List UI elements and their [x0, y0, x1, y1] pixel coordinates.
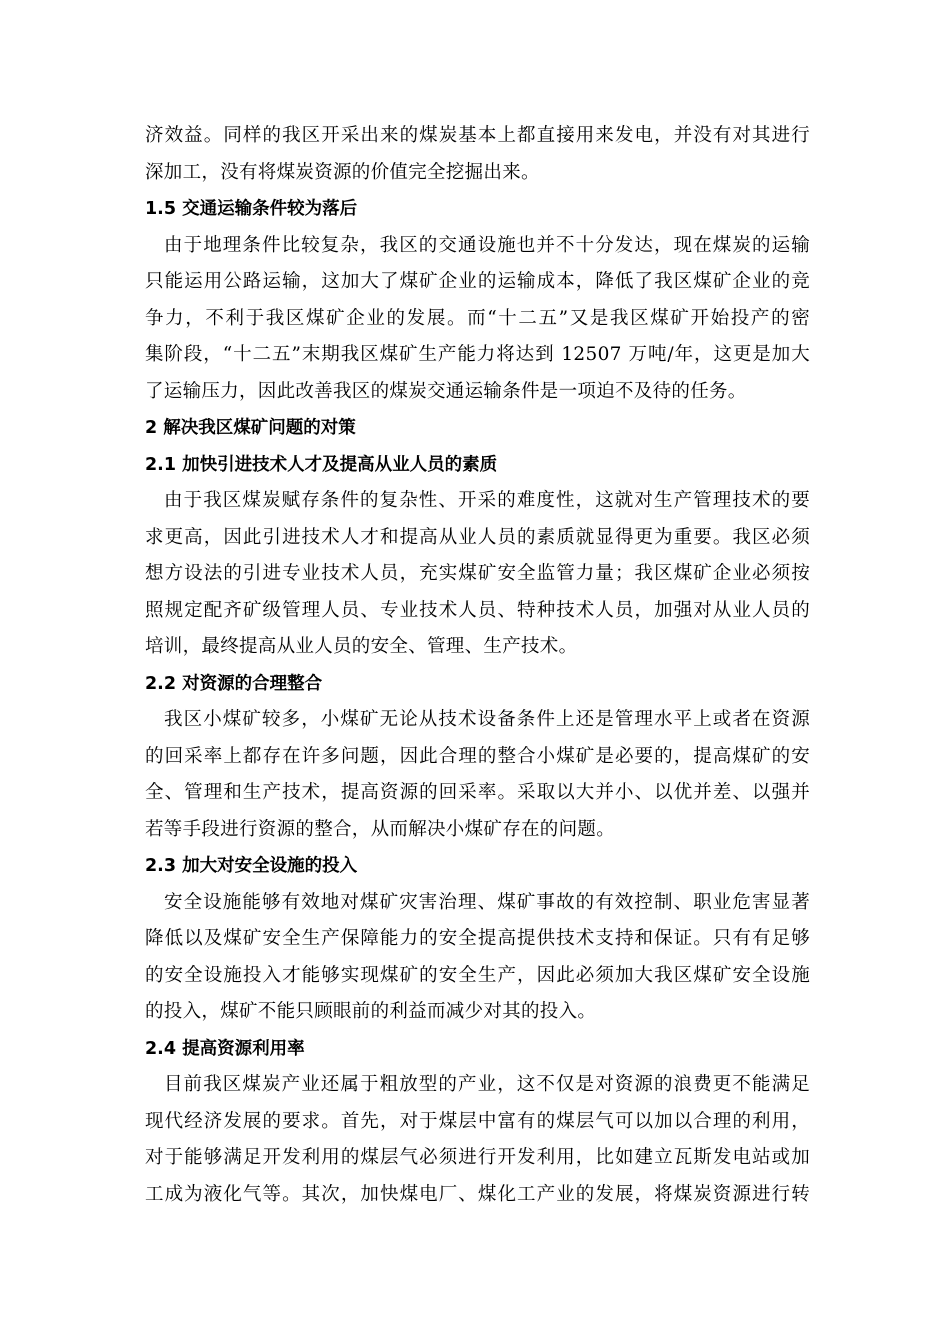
text-line: 的投入，煤矿不能只顾眼前的利益而减少对其的投入。 — [145, 1001, 597, 1022]
text-line: 想方设法的引进专业技术人员，充实煤矿安全监管力量；我区煤矿企业必须按 — [145, 563, 810, 584]
text-line: 若等手段进行资源的整合，从而解决小煤矿存在的问题。 — [145, 818, 616, 840]
text-line: 济效益。同样的我区开采出来的煤炭基本上都直接用来发电，并没有对其进行 — [145, 125, 810, 146]
section-heading: 2.2 对资源的合理整合 — [145, 673, 323, 694]
paragraph — [145, 885, 810, 1031]
section-heading: 2.1 加快引进技术人才及提高从业人员的素质 — [145, 454, 498, 475]
text-line: 只能运用公路运输，这加大了煤矿企业的运输成本，降低了我区煤矿企业的竞 — [145, 271, 810, 292]
text-line: 安全设施能够有效地对煤矿灾害治理、煤矿事故的有效控制、职业危害显著 — [164, 891, 810, 913]
paragraph — [145, 1067, 810, 1213]
text-line: 全、管理和生产技术，提高资源的回采率。采取以大并小、以优并差、以强并 — [145, 782, 810, 803]
text-line: 对于能够满足开发利用的煤层气必须进行开发利用，比如建立瓦斯发电站或加 — [145, 1147, 810, 1168]
paragraph — [145, 483, 810, 666]
section-heading: 2 解决我区煤矿问题的对策 — [145, 418, 356, 438]
text-line: 的回采率上都存在许多问题，因此合理的整合小煤矿是必要的，提高煤矿的安 — [145, 745, 810, 767]
section-heading: 2.3 加大对安全设施的投入 — [145, 856, 358, 876]
paragraph — [145, 118, 810, 191]
text-line: 工成为液化气等。其次，加快煤电厂、煤化工产业的发展，将煤炭资源进行转 — [145, 1183, 810, 1205]
text-line: 我区小煤矿较多，小煤矿无论从技术设备条件上还是管理水平上或者在资源 — [164, 709, 810, 730]
text-line: 培训，最终提高从业人员的安全、管理、生产技术。 — [145, 636, 578, 657]
text-line: 由于地理条件比较复杂，我区的交通设施也并不十分发达，现在煤炭的运输 — [164, 234, 810, 256]
text-line: 集阶段，“十二五”末期我区煤矿生产能力将达到 12507 万吨/年，这更是加大 — [145, 344, 810, 365]
paragraph — [145, 702, 810, 848]
text-line: 的安全设施投入才能够实现煤矿的安全生产，因此必须加大我区煤矿安全设施 — [145, 964, 810, 986]
text-line: 深加工，没有将煤炭资源的价值完全挖掘出来。 — [145, 161, 540, 183]
text-line: 照规定配齐矿级管理人员、专业技术人员、特种技术人员，加强对从业人员的 — [145, 599, 810, 621]
text-line: 争力，不利于我区煤矿企业的发展。而“十二五”又是我区煤矿开始投产的密 — [145, 307, 810, 329]
document-body — [145, 118, 810, 1213]
text-line: 目前我区煤炭产业还属于粗放型的产业，这不仅是对资源的浪费更不能满足 — [164, 1074, 810, 1095]
section-heading: 2.4 提高资源利用率 — [145, 1038, 305, 1059]
paragraph — [145, 228, 810, 411]
text-line: 求更高，因此引进技术人才和提高从业人员的素质就显得更为重要。我区必须 — [145, 526, 810, 548]
text-line: 由于我区煤炭赋存条件的复杂性、开采的难度性，这就对生产管理技术的要 — [164, 490, 810, 511]
text-line: 现代经济发展的要求。首先，对于煤层中富有的煤层气可以加以合理的利用， — [145, 1110, 810, 1132]
section-heading: 1.5 交通运输条件较为落后 — [145, 199, 358, 219]
text-line: 降低以及煤矿安全生产保障能力的安全提高提供技术支持和保证。只有有足够 — [145, 928, 810, 949]
text-line: 了运输压力，因此改善我区的煤炭交通运输条件是一项迫不及待的任务。 — [145, 380, 747, 402]
